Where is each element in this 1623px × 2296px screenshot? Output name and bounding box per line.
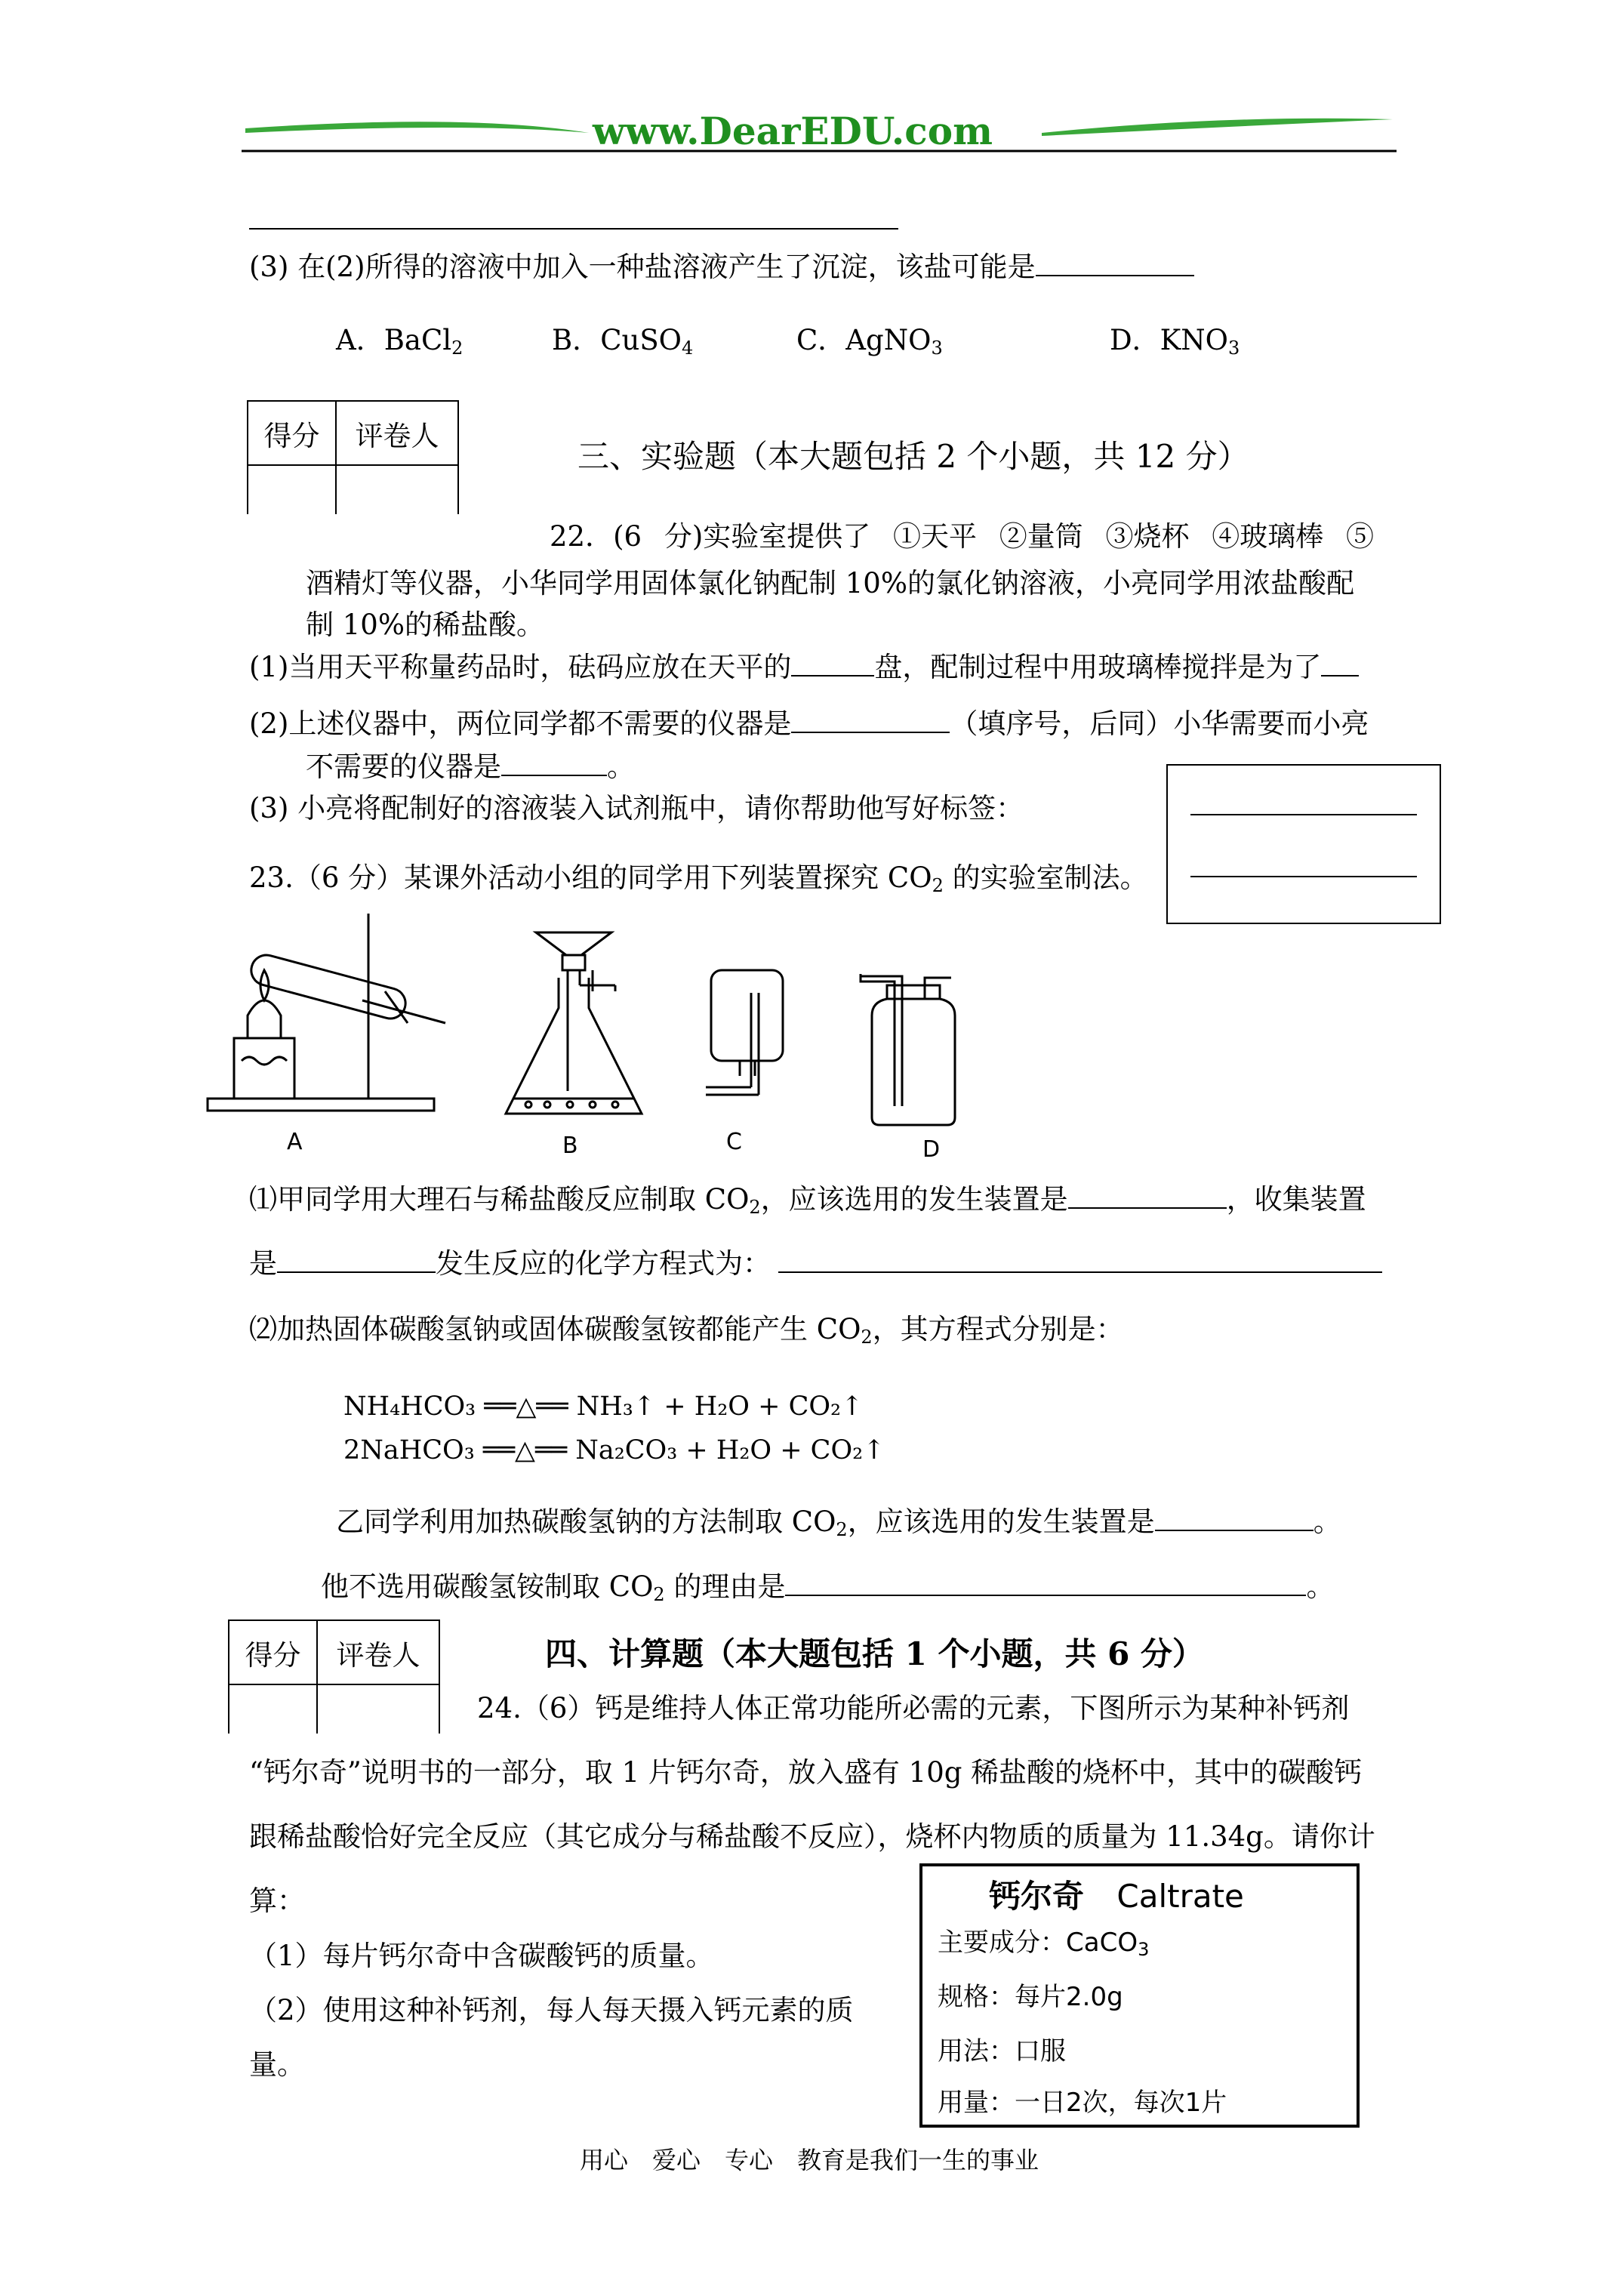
q24-question1: （1）每片钙尔奇中含碳酸钙的质量。	[249, 1940, 714, 1972]
grader-cell[interactable]	[336, 465, 458, 514]
equation-2: 2NaHCO₃ ══△══ Na₂CO₃ + H₂O + CO₂↑	[343, 1435, 885, 1465]
answer-blank[interactable]	[1321, 649, 1359, 676]
apparatus-figure	[204, 910, 1012, 1166]
q24-question2: （2）使用这种补钙剂，每人每天摄入钙元素的质	[249, 1994, 854, 2026]
reagent-label-box	[1166, 764, 1441, 924]
apparatus-label-a: A	[287, 1129, 303, 1155]
answer-blank[interactable]	[277, 1246, 436, 1273]
q24-question2-cont: 量。	[249, 2048, 305, 2081]
header	[242, 106, 1397, 159]
section4-title: 四、计算题（本大题包括 1 个小题，共 6 分）	[545, 1635, 1204, 1672]
answer-blank[interactable]	[791, 649, 874, 676]
q21-part3: (3) 在(2)所得的溶液中加入一种盐溶液产生了沉淀，该盐可能是	[249, 249, 1194, 285]
grader-cell[interactable]	[317, 1684, 439, 1734]
q24-line2: “钙尔奇”说明书的一部分，取 1 片钙尔奇，放入盛有 10g 稀盐酸的烧杯中，其中的碳酸钙	[249, 1756, 1363, 1789]
answer-blank[interactable]	[1155, 1504, 1313, 1531]
score-cell[interactable]	[248, 465, 336, 514]
q22-intro-line1: 22．(6 分)实验室提供了 ①天平 ②量筒 ③烧杯 ④玻璃棒 ⑤	[550, 520, 1375, 553]
q23-part4: 他不选用碳酸氢铵制取 $CO_2$ 的理由是 。	[321, 1570, 1335, 1605]
answer-blank[interactable]	[785, 1569, 1306, 1596]
option-a[interactable]: A．BaCl$_2$	[336, 324, 463, 359]
grader-header: 评卷人	[336, 401, 458, 465]
equation-1: NH₄HCO₃ ══△══ NH₃↑ + H₂O + CO₂↑	[343, 1391, 864, 1422]
caltrate-title: 钙尔奇 Caltrate	[989, 1878, 1244, 1915]
caltrate-dosage: 用量：一日2次，每次1片	[938, 2088, 1227, 2118]
q24-line4: 算：	[249, 1885, 305, 1917]
q22-part1: (1)当用天平称量药品时，砝码应放在天平的 盘，配制过程中用玻璃棒搅拌是为了	[249, 649, 1359, 685]
q22-part2-cont: 不需要的仪器是 。	[306, 750, 635, 783]
apparatus-label-d: D	[922, 1136, 941, 1163]
label-line-2[interactable]	[1190, 876, 1417, 877]
q22-intro-line2: 酒精灯等仪器，小华同学用固体氯化钠配制 10%的氯化钠溶液，小亮同学用浓盐酸配	[306, 567, 1354, 599]
answer-blank[interactable]	[1036, 249, 1194, 276]
score-table-section4	[228, 1620, 440, 1734]
q22-part3: (3) 小亮将配制好的溶液装入试剂瓶中，请你帮助他写好标签：	[249, 792, 1024, 824]
q23-part1: ⑴甲同学用大理石与稀盐酸反应制取 $CO_2$，应该选用的发生装置是 ，收集装置	[249, 1183, 1366, 1218]
option-d[interactable]: D．$KNO_3$	[1110, 324, 1240, 359]
apparatus-drawing	[204, 910, 1012, 1166]
score-header: 得分	[229, 1620, 317, 1684]
score-cell[interactable]	[229, 1684, 317, 1734]
answer-blank[interactable]	[501, 749, 607, 776]
answer-blank[interactable]	[778, 1246, 1382, 1273]
site-logo: www.DearEDU.com	[593, 109, 993, 153]
answer-blank[interactable]	[791, 706, 950, 733]
apparatus-label-b: B	[562, 1133, 578, 1159]
q24-line3: 跟稀盐酸恰好完全反应（其它成分与稀盐酸不反应），烧杯内物质的质量为 11.34g。请你计	[249, 1820, 1375, 1853]
label-line-1[interactable]	[1190, 814, 1417, 815]
caltrate-label	[919, 1863, 1360, 2128]
caltrate-usage: 用法：口服	[938, 2036, 1066, 2066]
q23-part1-cont: 是 发生反应的化学方程式为：	[249, 1246, 1382, 1281]
q23-part3: 乙同学利用加热碳酸氢钠的方法制取 $CO_2$，应该选用的发生装置是 。	[336, 1505, 1341, 1540]
section3-title: 三、实验题（本大题包括 2 个小题，共 12 分）	[577, 438, 1249, 475]
caltrate-spec: 规格：每片2.0g	[938, 1982, 1123, 2012]
footer-motto: 用心 爱心 专心 教育是我们一生的事业	[580, 2146, 1039, 2174]
apparatus-label-c: C	[726, 1129, 742, 1155]
score-header: 得分	[248, 401, 336, 465]
q23-part2: ⑵加热固体碳酸氢钠或固体碳酸氢铵都能产生 $CO_2$，其方程式分别是：	[249, 1313, 1124, 1348]
q24-line1: 24.（6）钙是维持人体正常功能所必需的元素，下图所示为某种补钙剂	[477, 1692, 1350, 1724]
answer-line-top	[249, 228, 898, 230]
caltrate-ingredient: 主要成分：CaCO$_3$	[938, 1928, 1150, 1960]
q22-part2: (2)上述仪器中，两位同学都不需要的仪器是 （填序号，后同）小华需要而小亮	[249, 707, 1369, 740]
option-c[interactable]: C．AgNO$_3$	[796, 324, 943, 359]
q23-intro: 23.（6 分）某课外活动小组的同学用下列装置探究 $CO_2$ 的实验室制法。	[249, 861, 1148, 896]
q22-intro-line3: 制 10%的稀盐酸。	[306, 609, 544, 641]
grader-header: 评卷人	[317, 1620, 439, 1684]
option-b[interactable]: B．CuSO$_4$	[552, 324, 694, 359]
answer-blank[interactable]	[1068, 1182, 1227, 1209]
score-table-section3	[247, 400, 459, 514]
